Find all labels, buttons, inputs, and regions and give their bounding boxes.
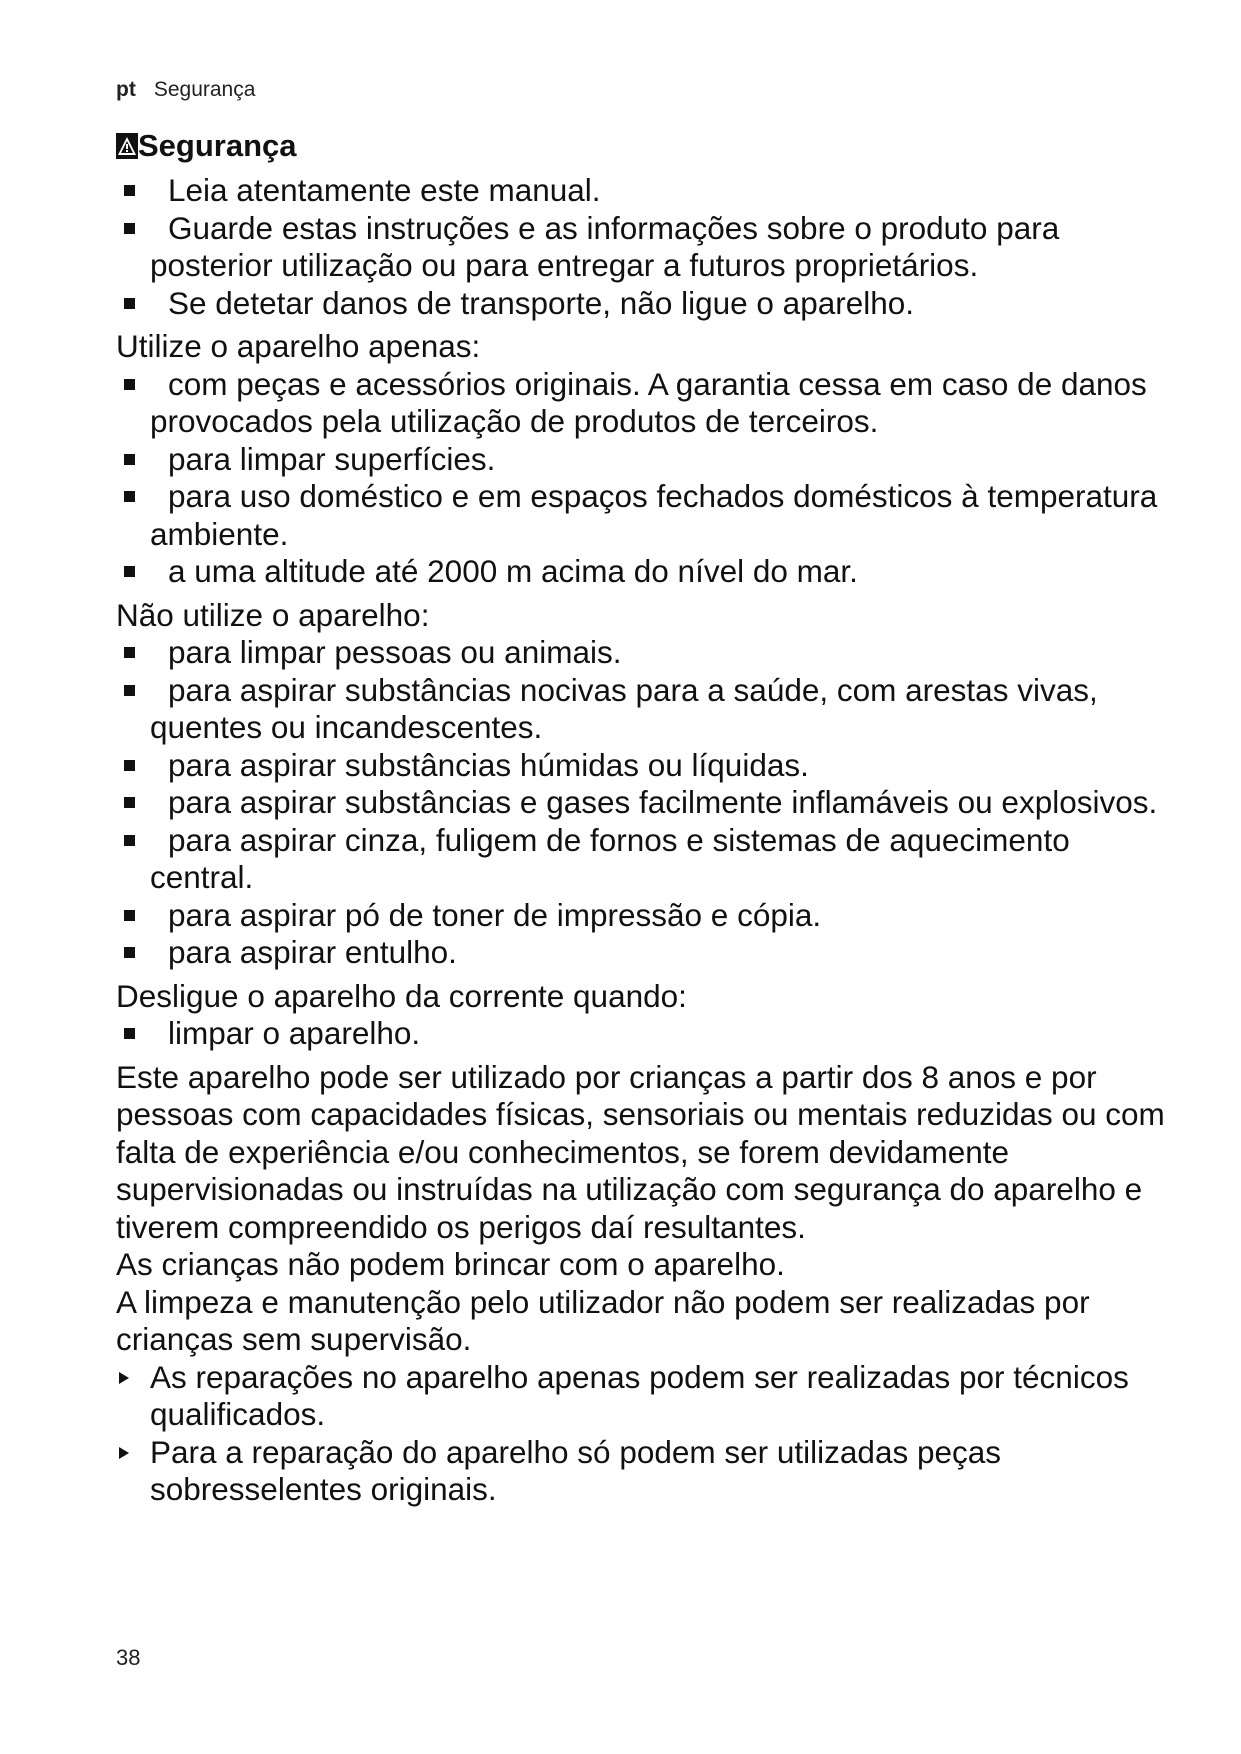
intro-list <box>116 172 1171 322</box>
list-item: para aspirar substâncias e gases facilmente inflamáveis ou explosivos. <box>116 784 1171 822</box>
children-play-paragraph: As crianças não podem brincar com o aparelho. <box>116 1246 785 1282</box>
page-title: Segurança <box>138 128 297 163</box>
list-item: para aspirar substâncias nocivas para a saúde, com arestas vivas, quentes ou incandescentes. <box>116 672 1171 747</box>
list-item: para uso doméstico e em espaços fechados domésticos à temperatura ambiente. <box>116 478 1171 553</box>
list-item: com peças e acessórios originais. A garantia cessa em caso de danos provocados pela utilização de produtos de terceiros. <box>116 366 1171 441</box>
list-item: para aspirar cinza, fuligem de fornos e sistemas de aquecimento central. <box>116 822 1171 897</box>
main-content <box>116 172 1171 1509</box>
instructions-list <box>116 1359 1171 1509</box>
disconnect-heading: Desligue o aparelho da corrente quando: <box>116 977 687 1014</box>
do-not-use-list <box>116 634 1171 972</box>
list-item: para aspirar substâncias húmidas ou líquidas. <box>116 747 1171 785</box>
cleaning-paragraph: A limpeza e manutenção pelo utilizador não podem ser realizadas por crianças sem supervisão. <box>116 1283 1090 1357</box>
list-item: para aspirar pó de toner de impressão e cópia. <box>116 897 1171 935</box>
list-item: para limpar superfícies. <box>116 441 1171 479</box>
language-code: pt <box>116 78 136 101</box>
disconnect-list <box>116 1015 1171 1053</box>
page-number: 38 <box>116 1645 141 1670</box>
use-only-heading: Utilize o aparelho apenas: <box>116 328 481 364</box>
page-header <box>116 78 255 102</box>
instruction-item: Para a reparação do aparelho só podem ser utilizadas peças sobresselentes originais. <box>116 1434 1171 1509</box>
do-not-use-heading: Não utilize o aparelho: <box>116 596 430 633</box>
header-section: Segurança <box>153 78 256 101</box>
list-item: Guarde estas instruções e as informações sobre o produto para posterior utilização ou para entregar a futuros proprietários. <box>116 210 1171 285</box>
children-use-paragraph: Este aparelho pode ser utilizado por crianças a partir dos 8 anos e por pessoas com capacidades físicas, sensoriais ou mentais reduzidas ou com falta de experiência e/ou conhecimentos, se forem devidamente supervisionadas ou instruídas na utilização com segurança do aparelho e tiverem compreendido os perigos daí resultantes. <box>116 1058 1165 1245</box>
instruction-item: As reparações no aparelho apenas podem ser realizadas por técnicos qualificados. <box>116 1359 1171 1434</box>
warning-icon <box>116 133 138 159</box>
section-title-row <box>116 128 297 164</box>
list-item: para limpar pessoas ou animais. <box>116 634 1171 672</box>
list-item: para aspirar entulho. <box>116 934 1171 972</box>
list-item: limpar o aparelho. <box>116 1015 1171 1053</box>
list-item: Se detetar danos de transporte, não ligue o aparelho. <box>116 285 1171 323</box>
use-only-list <box>116 366 1171 591</box>
list-item: Leia atentamente este manual. <box>116 172 1171 210</box>
list-item: a uma altitude até 2000 m acima do nível do mar. <box>116 553 1171 591</box>
